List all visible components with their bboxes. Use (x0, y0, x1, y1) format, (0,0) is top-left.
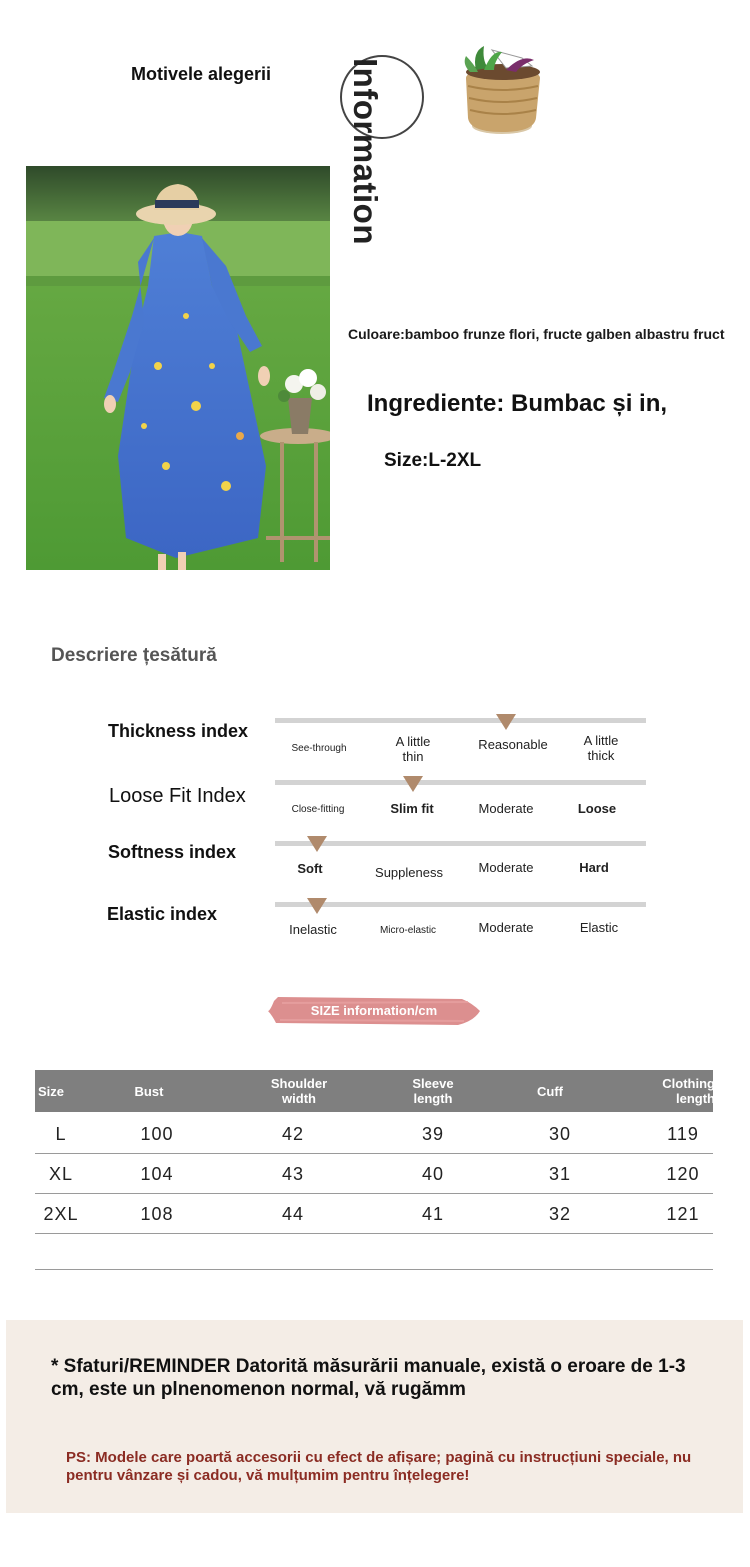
reminder-text: * Sfaturi/REMINDER Datorită măsurării manuale, există o eroare de 1-3 cm, este un plnenomenon normal, vă rugămm (51, 1356, 686, 1400)
softness-index-bar (275, 841, 646, 846)
cell-cuff: 30 (548, 1123, 572, 1144)
cell-shoulder: 42 (281, 1123, 305, 1144)
product-photo (26, 166, 330, 570)
plant-basket-icon (462, 40, 546, 140)
thickness-index-bar (275, 718, 646, 723)
loose-fit-option: Slim fit (390, 801, 434, 816)
elastic-option: Inelastic (289, 922, 337, 937)
elastic-index-marker (307, 898, 327, 914)
loose-fit-index-label: Loose Fit Index (109, 785, 246, 807)
cell-sleeve: 39 (421, 1123, 445, 1144)
softness-option: Moderate (478, 860, 534, 875)
col-header-shoulder: Shoulder width (270, 1076, 328, 1106)
elastic-option: Micro-elastic (379, 925, 437, 936)
product-size-range: Size:L-2XL (384, 450, 482, 471)
cell-size: XL (48, 1163, 74, 1184)
elastic-index-label: Elastic index (107, 904, 218, 924)
cell-sleeve: 41 (421, 1203, 445, 1224)
table-row (35, 1114, 713, 1154)
elastic-index-bar (275, 902, 646, 907)
reminder-ps: PS: Modele care poartă accesorii cu efect de afișare; pagină cu instrucțiuni speciale, nu pentru vânzare și cadou, vă mulțumim pentru înțelegere! (66, 1449, 692, 1484)
col-header-size: Size (37, 1083, 64, 1099)
col-header-sleeve: Sleeve length (412, 1076, 454, 1106)
col-header-bust: Bust (134, 1083, 164, 1099)
thickness-option: See-through (291, 743, 347, 754)
motive-title: Motivele alegerii (131, 64, 272, 84)
table-row (35, 1154, 713, 1194)
product-color: Culoare:bamboo frunze flori, fructe galben albastru fruct (348, 326, 725, 342)
elastic-option: Moderate (478, 920, 534, 935)
thickness-option-text: A little thick (583, 733, 619, 763)
information-heading (340, 58, 390, 253)
loose-fit-option: Close-fitting (291, 804, 345, 815)
cell-clothing-length: 120 (666, 1163, 700, 1184)
cell-bust: 100 (140, 1123, 174, 1144)
table-bottom-divider (35, 1269, 713, 1270)
cell-size: L (55, 1123, 67, 1144)
cell-shoulder: 43 (281, 1163, 305, 1184)
cell-sleeve: 40 (421, 1163, 445, 1184)
loose-fit-option: Moderate (478, 801, 534, 816)
size-table-header (35, 1070, 713, 1112)
softness-option: Soft (297, 861, 323, 876)
thickness-option (396, 734, 431, 764)
information-label: Information (347, 58, 384, 245)
elastic-option: Elastic (579, 920, 619, 935)
cell-clothing-length: 121 (666, 1203, 700, 1224)
loose-fit-index-bar (275, 780, 646, 785)
cell-clothing-length: 119 (667, 1123, 699, 1144)
loose-fit-index-marker (403, 776, 423, 792)
cell-bust: 108 (140, 1203, 174, 1224)
cell-cuff: 31 (548, 1163, 572, 1184)
cell-cuff: 32 (548, 1203, 572, 1224)
softness-option: Hard (579, 860, 609, 875)
fabric-description-title: Descriere țesătură (51, 645, 217, 666)
softness-index-label: Softness index (108, 842, 237, 862)
cell-bust: 104 (140, 1163, 174, 1184)
softness-option: Suppleness (375, 865, 443, 880)
product-ingredients: Ingrediente: Bumbac și in, (367, 390, 668, 417)
thickness-option (584, 733, 619, 763)
thickness-option-text: A little thin (395, 734, 431, 764)
size-info-banner-label: SIZE information/cm (310, 1003, 438, 1018)
thickness-index-marker (496, 714, 516, 730)
table-row (35, 1194, 713, 1234)
softness-index-marker (307, 836, 327, 852)
cell-shoulder: 44 (281, 1203, 305, 1224)
thickness-index-label: Thickness index (108, 721, 249, 741)
loose-fit-option: Loose (577, 801, 617, 816)
thickness-option: Reasonable (478, 737, 548, 752)
col-header-cuff: Cuff (537, 1083, 563, 1099)
cell-size: 2XL (43, 1203, 79, 1224)
col-header-clothing-length: Clothing length (662, 1076, 715, 1106)
